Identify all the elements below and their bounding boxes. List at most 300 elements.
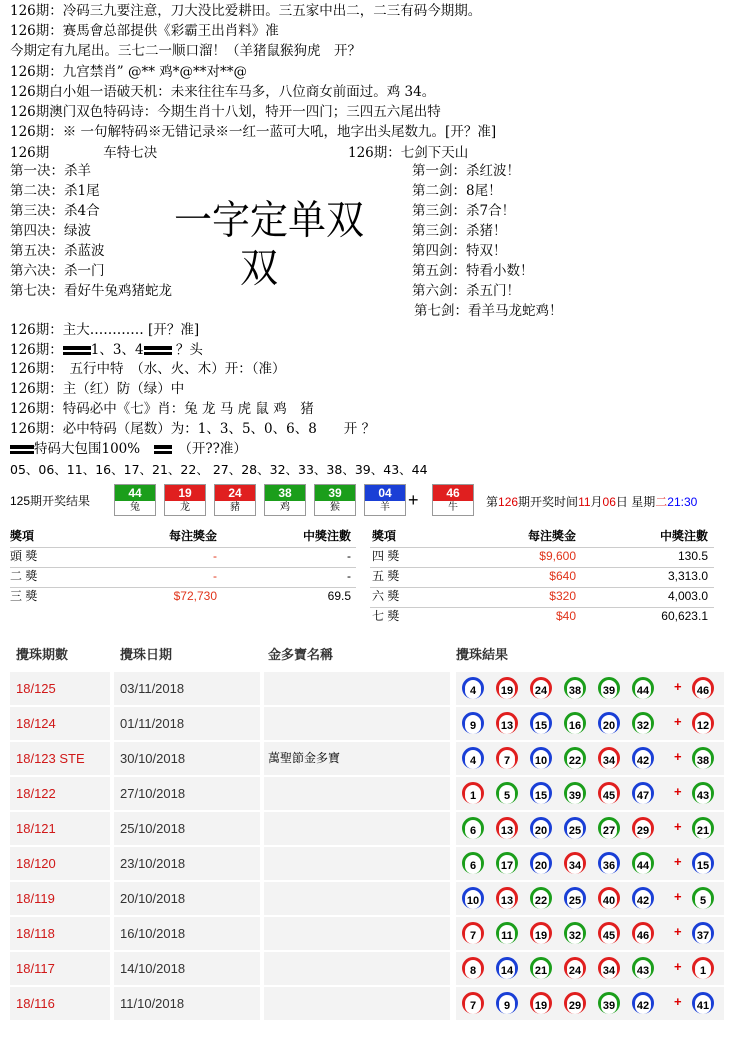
result-ball <box>462 712 484 734</box>
prize-cell: - <box>213 569 217 583</box>
result-ball-number: 6 <box>465 858 481 874</box>
bars-line <box>10 341 203 359</box>
prize-row-rule <box>10 587 356 588</box>
result-ball-number: 47 <box>636 790 650 802</box>
prize-cell: $40 <box>555 609 576 623</box>
result-ball-number: 38 <box>568 685 582 697</box>
result-ball-number: 22 <box>534 895 548 907</box>
history-date: 25/10/2018 <box>120 821 186 836</box>
special-result-ball <box>692 957 714 979</box>
special-result-ball <box>692 712 714 734</box>
special-result-ball <box>692 677 714 699</box>
prize-table-right <box>370 527 714 637</box>
result-ball <box>632 782 654 804</box>
right-list-item: 第二剑：8尾！ <box>412 183 502 199</box>
result-ball <box>598 992 620 1014</box>
prize-cell: 3,313.0 <box>667 569 708 583</box>
prize-row-rule <box>370 567 714 568</box>
result-ball-number: 44 <box>636 860 650 872</box>
result-ball-number: 43 <box>636 965 650 977</box>
prize-cell: 五 獎 <box>372 569 400 583</box>
result-ball <box>462 747 484 769</box>
result-ball <box>496 887 518 909</box>
result-ball-number: 25 <box>568 825 582 837</box>
info-pre: 第 <box>486 495 499 509</box>
result-ball <box>564 677 586 699</box>
result-ball-number: 14 <box>500 965 514 977</box>
result-ball <box>496 782 518 804</box>
prize-cell: 七 獎 <box>372 609 400 623</box>
special-result-ball-number: 15 <box>696 860 710 872</box>
prize-cell: - <box>347 569 351 583</box>
result-ball-number: 19 <box>500 685 514 697</box>
history-date: 14/10/2018 <box>120 961 186 976</box>
draw-ball-tile <box>364 484 406 516</box>
result-ball-number: 24 <box>568 965 582 977</box>
result-ball <box>496 817 518 839</box>
bars-icon <box>63 346 91 355</box>
right-list-item: 第六剑：杀五门！ <box>412 283 520 299</box>
history-date: 01/11/2018 <box>120 716 185 731</box>
right-list-item: 第三剑：杀猪！ <box>412 223 507 239</box>
result-ball <box>632 712 654 734</box>
prize-row <box>370 587 714 606</box>
plus-sign: + <box>674 749 682 764</box>
row-cell-bg <box>264 672 450 705</box>
special-result-ball <box>692 747 714 769</box>
row-cell-bg <box>264 777 450 810</box>
prize-cell: 中獎注數 <box>302 529 351 543</box>
info-day: 06 <box>602 495 616 509</box>
right-list-item: 第七剑：看羊马龙蛇鸡！ <box>414 303 563 319</box>
prize-cell: 四 獎 <box>372 549 400 563</box>
prize-cell: 每注獎金 <box>527 529 576 543</box>
row-cell-bg <box>264 707 450 740</box>
result-ball <box>496 747 518 769</box>
result-ball <box>530 992 552 1014</box>
special-result-ball <box>692 782 714 804</box>
prize-row-rule <box>370 607 714 608</box>
special-result-ball-number: 1 <box>695 963 711 979</box>
history-row <box>10 916 724 951</box>
right-list-item: 第五剑：特看小数！ <box>412 263 534 279</box>
result-ball-number: 42 <box>636 755 650 767</box>
row-cell-bg <box>264 952 450 985</box>
draw-ball-tile <box>164 484 206 516</box>
prize-cell: $72,730 <box>173 589 217 603</box>
result-ball <box>530 782 552 804</box>
result-ball-number: 34 <box>602 755 616 767</box>
result-ball-number: 29 <box>636 825 650 837</box>
draw-ball-zodiac: 豬 <box>230 502 240 513</box>
baowei-suffix: （开??准） <box>171 441 247 457</box>
plus-sign: + <box>674 784 682 799</box>
result-ball <box>598 887 620 909</box>
prize-cell: - <box>347 549 351 563</box>
special-result-ball-number: 38 <box>696 755 710 767</box>
text-line: 126期：冷码三九要注意，刀大没比爱耕田。三五家中出二，二三有码今期期。 <box>10 3 482 19</box>
prize-cell: 頭 獎 <box>10 549 38 563</box>
result-ball-number: 25 <box>568 895 582 907</box>
history-date: 16/10/2018 <box>120 926 186 941</box>
left-list-item: 第三决：杀4合 <box>10 203 100 219</box>
big-handwritten-text-2: 双 <box>240 244 279 292</box>
text-line: 126期澳门双色特码诗：今期生肖十八划，特开一四门；三四五六尾出特 <box>10 104 441 120</box>
result-ball <box>530 677 552 699</box>
result-ball <box>598 957 620 979</box>
special-result-ball <box>692 992 714 1014</box>
special-ball-number: 46 <box>433 485 473 501</box>
plus-sign: + <box>408 490 419 510</box>
text-line: 126期：赛馬會总部提供《彩霸王出肖料》准 <box>10 23 279 39</box>
history-date: 11/10/2018 <box>120 996 185 1011</box>
result-ball-number: 22 <box>568 755 582 767</box>
result-ball <box>564 817 586 839</box>
draw-ball-number: 38 <box>265 485 305 501</box>
numbers-line: 05、06、11、16、17、21、22、 27、28、32、33、38、39、43、44 <box>10 462 428 477</box>
result-ball <box>462 922 484 944</box>
result-ball-number: 9 <box>499 998 515 1014</box>
right-list-item: 第三剑：杀7合！ <box>412 203 516 219</box>
result-ball <box>530 922 552 944</box>
result-ball <box>462 957 484 979</box>
result-ball <box>496 992 518 1014</box>
info-period: 126 <box>498 495 519 509</box>
result-ball <box>462 677 484 699</box>
result-ball-number: 36 <box>602 860 616 872</box>
left-list-item: 第六决：杀一门 <box>10 263 105 279</box>
result-ball <box>496 677 518 699</box>
result-ball-number: 19 <box>534 1000 548 1012</box>
result-ball-number: 45 <box>602 930 616 942</box>
result-ball-number: 10 <box>466 895 480 907</box>
history-header: 攪珠日期 <box>120 647 173 662</box>
result-ball <box>598 922 620 944</box>
result-ball-number: 13 <box>500 720 514 732</box>
special-result-ball-number: 21 <box>696 825 710 837</box>
result-ball <box>564 957 586 979</box>
result-ball-number: 20 <box>602 720 616 732</box>
row-cell-bg <box>264 917 450 950</box>
info-weekday: 二 <box>655 495 668 509</box>
info-month: 11 <box>578 495 591 509</box>
result-ball <box>462 852 484 874</box>
info-m: 月 <box>590 495 603 509</box>
history-date: 20/10/2018 <box>120 891 186 906</box>
row-cell-bg <box>264 987 450 1020</box>
special-result-ball-number: 43 <box>696 790 710 802</box>
result-ball-number: 13 <box>500 825 514 837</box>
bars-icon <box>10 445 34 454</box>
baowei-mid: 特码大包围100% <box>34 441 141 457</box>
result-ball-number: 4 <box>465 683 481 699</box>
result-ball <box>530 887 552 909</box>
result-ball <box>564 922 586 944</box>
draw-ball-number: 44 <box>115 485 155 501</box>
special-ball-tile <box>432 484 474 516</box>
special-result-ball-number: 46 <box>696 685 710 697</box>
result-ball-number: 39 <box>602 1000 616 1012</box>
result-ball <box>530 852 552 874</box>
result-ball-number: 39 <box>568 790 582 802</box>
history-header: 攪珠期數 <box>16 647 69 662</box>
result-ball-number: 4 <box>465 753 481 769</box>
right-list-item: 第一剑：杀红波！ <box>412 163 520 179</box>
prize-cell: 中獎注數 <box>659 529 708 543</box>
prize-cell: $320 <box>549 589 576 603</box>
history-period[interactable]: 18/119 <box>16 891 55 906</box>
special-result-ball <box>692 887 714 909</box>
result-ball <box>598 817 620 839</box>
result-ball <box>598 677 620 699</box>
row-cell-bg <box>264 847 450 880</box>
text-line: 126期：※ 一句解特码※无错记录※一红一蓝可大吼，地字出头尾数九。[开？准] <box>10 124 497 140</box>
baowei-line <box>10 440 247 458</box>
history-row <box>10 846 724 881</box>
result-ball-number: 5 <box>499 788 515 804</box>
row-cell-bg <box>264 812 450 845</box>
result-ball-number: 17 <box>500 860 514 872</box>
result-ball <box>632 887 654 909</box>
history-period[interactable]: 18/124 <box>16 716 56 731</box>
prize-header-row <box>10 527 356 546</box>
history-header: 金多寶名稱 <box>268 647 334 662</box>
result-ball-number: 45 <box>602 790 616 802</box>
prize-row <box>10 567 356 586</box>
prize-header-row <box>370 527 714 546</box>
text-line: 126期：九宫禁肖” @** 鸡*@**对**@ <box>10 64 248 80</box>
special-ball-zodiac: 牛 <box>448 502 458 513</box>
history-header: 攪珠結果 <box>456 647 509 662</box>
draw-ball-tile <box>264 484 306 516</box>
prize-table-left <box>10 527 356 617</box>
result-ball-number: 39 <box>602 685 616 697</box>
result-ball <box>598 712 620 734</box>
prize-cell: 130.5 <box>677 549 708 563</box>
prize-cell: 二 獎 <box>10 569 38 583</box>
result-ball <box>564 712 586 734</box>
history-row <box>10 706 724 741</box>
result-ball <box>564 992 586 1014</box>
result-ball-number: 1 <box>465 788 481 804</box>
left-list-item: 第四决：绿波 <box>10 223 91 239</box>
result-ball-number: 16 <box>568 720 582 732</box>
big-handwritten-text: 一字定单双 <box>174 196 365 244</box>
result-ball <box>530 817 552 839</box>
history-name: 萬聖節金多寶 <box>268 751 341 765</box>
prize-cell: 4,003.0 <box>667 589 708 603</box>
result-ball <box>462 782 484 804</box>
draw-ball-zodiac: 羊 <box>380 502 390 513</box>
draw-ball-number: 19 <box>165 485 205 501</box>
next-draw-info <box>486 493 697 510</box>
result-ball <box>530 712 552 734</box>
right-section-title: 126期：七剑下天山 <box>348 145 469 161</box>
prize-row-rule <box>370 547 714 548</box>
result-ball-number: 10 <box>534 755 548 767</box>
plus-sign: + <box>674 994 682 1009</box>
result-ball-number: 42 <box>636 1000 650 1012</box>
row-cell-bg <box>264 882 450 915</box>
result-ball-number: 7 <box>465 928 481 944</box>
text-line: 126期：主（红）防（绿）中 <box>10 381 185 397</box>
plus-sign: + <box>674 854 682 869</box>
plus-sign: + <box>674 714 682 729</box>
special-result-ball-number: 41 <box>696 1000 710 1012</box>
draw-ball-tile <box>214 484 256 516</box>
history-date: 03/11/2018 <box>120 681 185 696</box>
bars-icon <box>144 346 172 355</box>
prize-row <box>370 607 714 626</box>
result-ball-number: 15 <box>534 790 548 802</box>
info-d: 日 星期 <box>615 495 656 509</box>
history-period[interactable]: 18/123 STE <box>16 751 85 766</box>
left-list-item: 第五决：杀蓝波 <box>10 243 105 259</box>
result-ball-number: 20 <box>534 860 548 872</box>
result-ball-number: 34 <box>568 860 582 872</box>
plus-sign: + <box>674 924 682 939</box>
history-period[interactable]: 18/121 <box>16 821 56 836</box>
prize-cell: 獎項 <box>372 529 397 543</box>
result-ball <box>496 852 518 874</box>
history-row <box>10 776 724 811</box>
history-period[interactable]: 18/118 <box>16 926 55 941</box>
left-list-item: 第七决：看好牛兔鸡猪蛇龙 <box>10 283 172 299</box>
draw-ball-zodiac: 鸡 <box>280 502 290 513</box>
draw-ball-number: 39 <box>315 485 355 501</box>
prize-row <box>10 587 356 606</box>
result-ball-number: 11 <box>499 928 515 944</box>
info-time: 21:30 <box>667 495 698 509</box>
left-list-item: 第二决：杀1尾 <box>10 183 100 199</box>
result-ball <box>564 852 586 874</box>
draw-ball-number: 24 <box>215 485 255 501</box>
result-ball <box>632 677 654 699</box>
result-ball-number: 8 <box>465 963 481 979</box>
prize-cell: 獎項 <box>10 529 35 543</box>
result-ball <box>496 922 518 944</box>
result-ball-number: 40 <box>602 895 616 907</box>
plus-sign: + <box>674 959 682 974</box>
draw-ball-zodiac: 兔 <box>130 502 140 513</box>
right-list-item: 第四剑：特双！ <box>412 243 507 259</box>
special-result-ball-number: 12 <box>696 720 710 732</box>
bars-line-prefix: 126期： <box>10 342 63 358</box>
draw-ball-number: 04 <box>365 485 405 501</box>
result-ball-number: 32 <box>636 720 650 732</box>
draw-ball-zodiac: 龙 <box>180 502 190 513</box>
prize-row <box>370 567 714 586</box>
result-ball <box>462 817 484 839</box>
result-ball-number: 15 <box>534 720 548 732</box>
wuxing-line: 126期： 五行中特 （水、火、木）开：（准） <box>10 361 286 377</box>
left-list-item: 第一决：杀羊 <box>10 163 91 179</box>
result-ball <box>598 782 620 804</box>
prize-cell: $9,600 <box>539 549 576 563</box>
special-result-ball <box>692 922 714 944</box>
result-ball-number: 19 <box>534 930 548 942</box>
result-ball-number: 7 <box>499 753 515 769</box>
draw-label: 125期开奖结果 <box>10 494 91 508</box>
text-line: 126期：特码必中《七》肖：兔 龙 马 虎 鼠 鸡 猪 <box>10 401 314 417</box>
prize-row <box>370 547 714 566</box>
left-section-title: 126期 车特七决 <box>10 145 158 161</box>
result-ball <box>462 992 484 1014</box>
history-period[interactable]: 18/117 <box>16 961 55 976</box>
history-period[interactable]: 18/120 <box>16 856 56 871</box>
info-mid: 期开奖时间 <box>518 495 579 509</box>
text-line: 126期白小姐一语破天机：未来往往车马多，八位商女前面过。鸡 34。 <box>10 84 436 100</box>
result-ball <box>530 957 552 979</box>
result-ball <box>632 817 654 839</box>
result-ball-number: 6 <box>465 823 481 839</box>
result-ball-number: 42 <box>636 895 650 907</box>
prize-cell: 69.5 <box>327 589 351 603</box>
result-ball-number: 21 <box>534 965 548 977</box>
result-ball <box>564 887 586 909</box>
result-ball <box>632 957 654 979</box>
history-row <box>10 881 724 916</box>
special-result-ball <box>692 817 714 839</box>
result-ball-number: 34 <box>602 965 616 977</box>
draw-ball-tile <box>114 484 156 516</box>
prize-cell: 60,623.1 <box>661 609 708 623</box>
text-line: 今期定有九尾出。三七二一顺口溜！（羊猪鼠猴狗虎 开？ <box>10 43 361 59</box>
history-row <box>10 811 724 846</box>
prize-cell: 三 獎 <box>10 589 38 603</box>
plus-sign: + <box>674 889 682 904</box>
history-date: 27/10/2018 <box>120 786 186 801</box>
result-ball-number: 29 <box>568 1000 582 1012</box>
plus-sign: + <box>674 819 682 834</box>
result-ball-number: 24 <box>534 685 548 697</box>
prize-row <box>10 547 356 566</box>
prize-cell: - <box>213 549 217 563</box>
result-ball-number: 44 <box>636 685 650 697</box>
result-ball-number: 9 <box>465 718 481 734</box>
result-ball <box>598 852 620 874</box>
result-ball <box>496 712 518 734</box>
history-period[interactable]: 18/122 <box>16 786 56 801</box>
history-row <box>10 741 724 776</box>
result-ball-number: 27 <box>602 825 616 837</box>
prize-row-rule <box>10 567 356 568</box>
special-result-ball-number: 37 <box>696 930 710 942</box>
history-period[interactable]: 18/125 <box>16 681 56 696</box>
result-ball <box>632 747 654 769</box>
bars-line-mid: 1、3、4 <box>90 342 144 358</box>
draw-ball-zodiac: 猴 <box>330 502 340 513</box>
history-date: 30/10/2018 <box>120 751 186 766</box>
result-ball <box>530 747 552 769</box>
plus-sign: + <box>674 679 682 694</box>
history-row <box>10 951 724 986</box>
result-ball-number: 13 <box>500 895 514 907</box>
result-ball <box>632 992 654 1014</box>
prize-row-rule <box>370 587 714 588</box>
prize-cell: 每注獎金 <box>168 529 217 543</box>
bars-icon <box>154 445 172 454</box>
prize-cell: 六 獎 <box>372 589 400 603</box>
history-row <box>10 671 724 706</box>
history-period[interactable]: 18/116 <box>16 996 55 1011</box>
result-ball <box>632 852 654 874</box>
history-row <box>10 986 724 1021</box>
result-ball-number: 46 <box>636 930 650 942</box>
draw-result-strip <box>0 484 736 516</box>
result-ball <box>564 782 586 804</box>
text-line: 126期：主大………… [开？准] <box>10 322 200 338</box>
